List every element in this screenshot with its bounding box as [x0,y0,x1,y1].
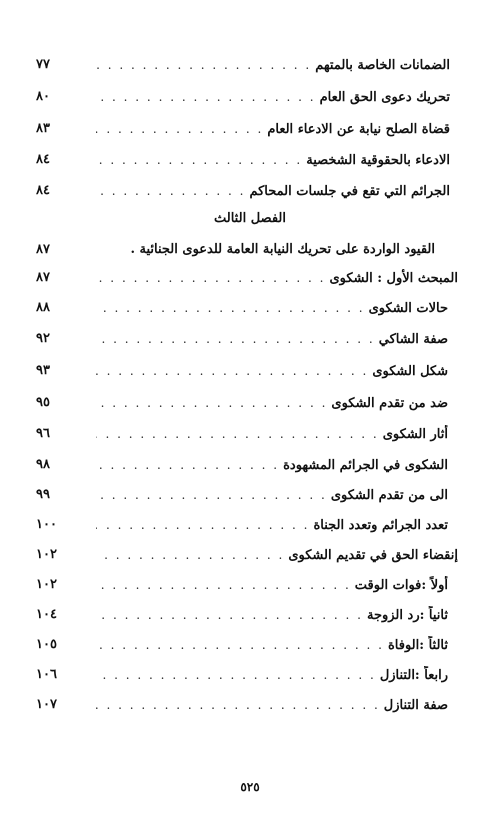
dot-leader [96,151,302,169]
toc-entry-title: الى من تقدم الشكوى [330,488,448,503]
toc-entry-page: ٨٤ [36,183,50,198]
toc-entry-page: ١٠٧ [36,697,57,712]
toc-entry-page: ٩٢ [36,331,50,346]
dot-leader [96,394,327,412]
toc-entry-page: ٨٤ [36,152,50,167]
toc-entry [96,606,448,625]
toc-entry-page: ١٠٢ [36,547,57,562]
toc-entry-title: أثار الشكوى [382,427,448,442]
toc-entry-title: الضمانات الخاصة بالمتهم [315,58,450,73]
dot-leader [96,696,380,714]
dot-leader [96,56,311,74]
dot-leader [96,576,351,594]
toc-entry-title: رابعاً :التنازل [379,668,448,683]
toc-entry-title: تحريك دعوى الحق العام [319,90,450,105]
dot-leader [96,330,375,348]
toc-entry [96,486,448,505]
toc-entry-title: ضد من تقدم الشكوى [331,396,448,411]
toc-entry [96,362,448,381]
chapter-subtitle-page: ٨٧ [36,242,50,257]
dot-leader [96,269,325,287]
toc-entry-title: قضاة الصلح نيابة عن الادعاء العام [267,122,450,137]
toc-entry-title: إنقضاء الحق في تقديم الشكوى [288,548,458,563]
toc-entry [96,456,448,475]
section-heading [96,269,458,288]
toc-entry-title: الادعاء بالحقوقية الشخصية [306,153,450,168]
toc-entry-page: ٩٩ [36,487,50,502]
toc-entry [96,636,448,655]
dot-leader [96,486,327,504]
toc-entry-page: ٨٨ [36,300,50,315]
dot-leader [96,362,368,380]
toc-entry [96,696,448,715]
toc-entry-page: ٩٨ [36,457,50,472]
toc-entry-title: الشكوى في الجرائم المشهودة [283,458,448,473]
toc-entry [96,120,450,139]
dot-leader [96,88,316,106]
dot-leader [96,425,379,443]
toc-entry-title: شكل الشكوى [372,364,448,379]
toc-entry-page: ٩٦ [36,426,50,441]
toc-entry-title: الجرائم التي تقع في جلسات المحاكم [249,184,450,199]
toc-entry-page: ١٠٥ [36,637,57,652]
toc-entry [96,151,450,170]
toc-entry-title: صفة التنازل [383,698,448,713]
toc-entry-page: ١٠٤ [36,607,57,622]
dot-leader [96,636,384,654]
dot-leader [96,606,363,624]
toc-entry-title: ثانياً :رد الزوجة [366,608,448,623]
toc-entry [96,576,448,595]
toc-entry-page: ١٠٢ [36,577,57,592]
dot-leader [96,666,376,684]
page-number: ٥٢٥ [240,780,260,794]
toc-entry-title: ثالثاً :الوفاة [387,638,448,653]
dot-leader [96,182,245,200]
toc-entry-page: ١٠٠ [36,517,57,532]
toc-entry-title: صفة الشاكي [378,332,448,347]
dot-leader [96,456,279,474]
toc-entry [96,394,448,413]
toc-entry [96,546,458,565]
toc-entry [96,666,448,685]
toc-entry-title: تعدد الجرائم وتعدد الجناة [313,518,448,533]
toc-entry [96,299,448,318]
toc-entry-page: ٧٧ [36,57,50,72]
toc-entry-page: ٨٠ [36,89,50,104]
dot-leader [96,299,365,317]
chapter-subtitle: القيود الواردة على تحريك النيابة العامة للدعوى الجنائية . [130,242,435,257]
toc-entry [96,425,448,444]
section-page: ٨٧ [36,270,50,285]
toc-entry [96,516,448,535]
toc-entry-page: ١٠٦ [36,667,57,682]
dot-leader [96,120,263,138]
toc-entry-page: ٨٣ [36,121,50,136]
toc-entry [96,56,450,75]
toc-entry-title: حالات الشكوى [368,301,448,316]
toc-entry [96,88,450,107]
toc-entry-page: ٩٣ [36,363,50,378]
dot-leader [96,546,284,564]
section-title: المبحث الأول : الشكوى [329,271,458,286]
dot-leader [96,516,309,534]
toc-entry [96,330,448,349]
toc-entry-title: أولاً :فوات الوقت [354,578,448,593]
toc-entry [96,182,450,201]
chapter-heading: الفصل الثالث [214,211,286,226]
toc-entry-page: ٩٥ [36,395,50,410]
